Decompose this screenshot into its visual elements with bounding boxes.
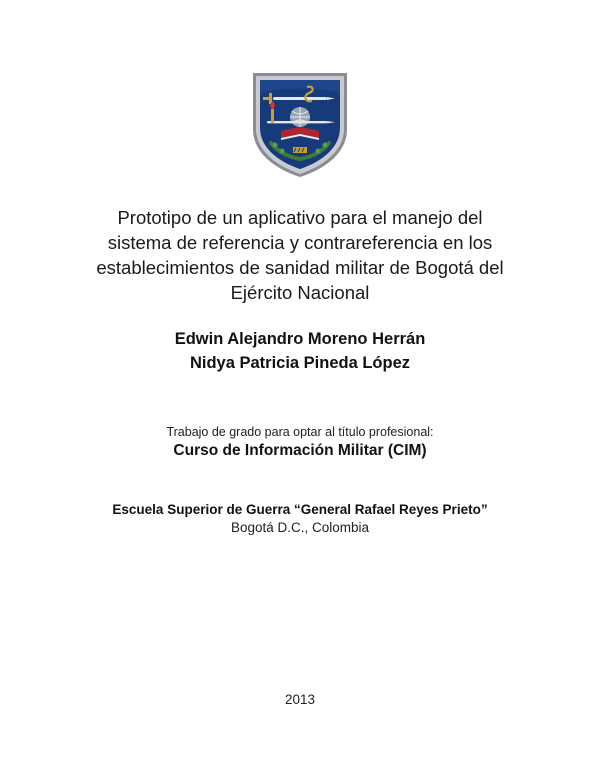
thesis-title-line-3: establecimientos de sanidad militar de Bogotá del xyxy=(96,257,504,278)
author-name: Edwin Alejandro Moreno Herrán xyxy=(174,330,426,348)
military-school-crest-icon xyxy=(249,71,351,179)
institution-name: Escuela Superior de Guerra “General Rafael Reyes Prieto” xyxy=(112,502,488,517)
thesis-title-line-1: Prototipo de un aplicativo para el manejo del xyxy=(117,207,483,228)
thesis-title xyxy=(60,205,540,305)
degree-intro: Trabajo de grado para optar al título profesional: xyxy=(166,425,434,439)
institution-location: Bogotá D.C., Colombia xyxy=(230,520,370,535)
publication-year: 2013 xyxy=(284,692,316,707)
author-list xyxy=(60,327,540,375)
thesis-title-line-4: Ejército Nacional xyxy=(230,282,370,303)
author-name: Nidya Patricia Pineda López xyxy=(189,354,411,372)
degree-name: Curso de Información Militar (CIM) xyxy=(173,442,427,459)
thesis-title-line-2: sistema de referencia y contrareferencia en los xyxy=(107,232,493,253)
